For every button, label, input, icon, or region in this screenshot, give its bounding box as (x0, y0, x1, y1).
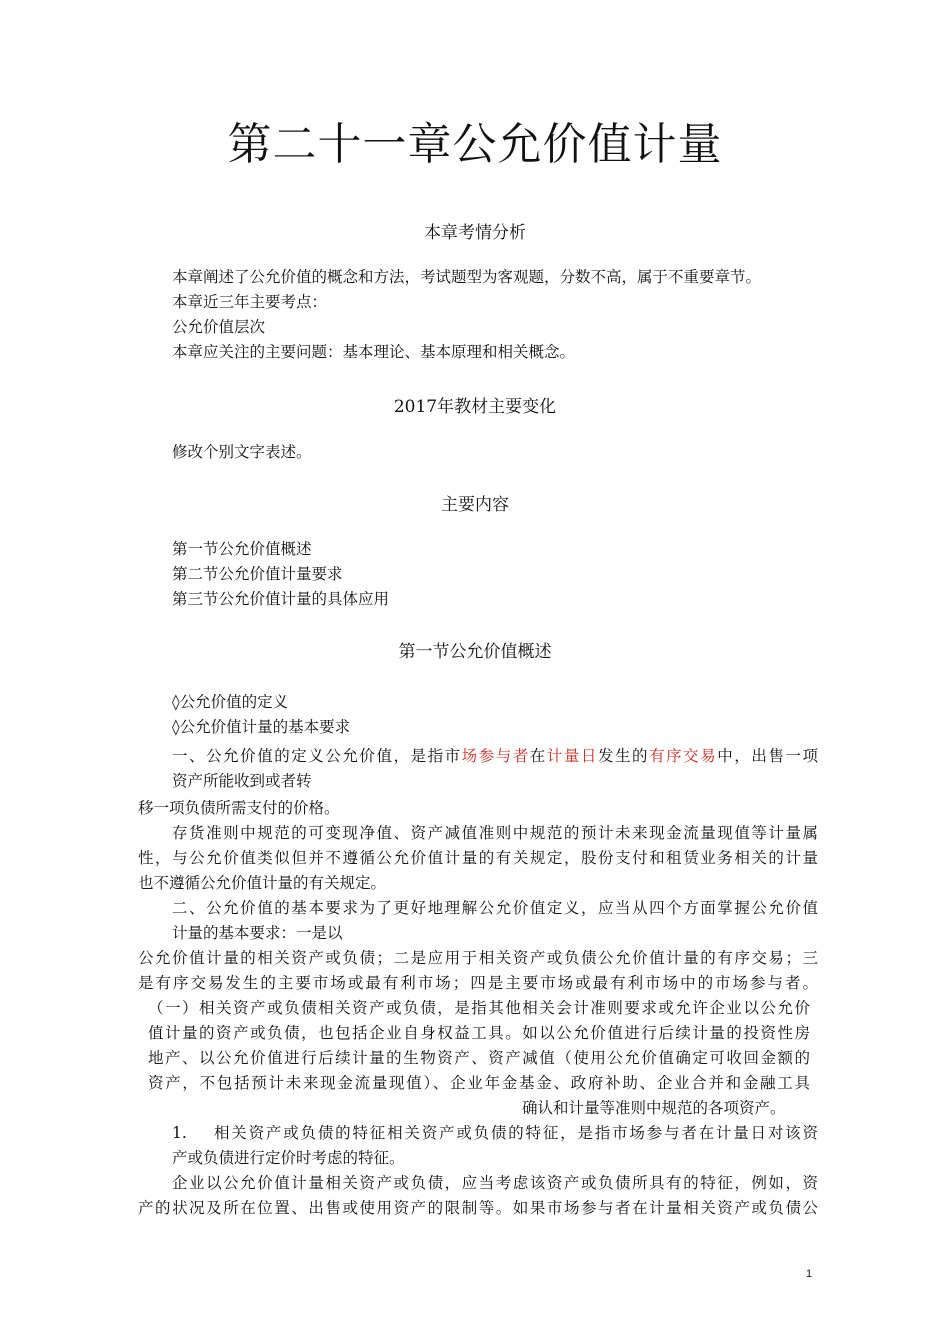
definition-text: 在 (529, 747, 547, 765)
para6-line-1: 企业以公允价值计量相关资产或负债，应当考虑该资产或负债所具有的特征，例如，资 (172, 1174, 818, 1192)
para4-line-1: （一）相关资产或负债相关资产或负债，是指其他相关会计准则要求或允许企业以公允价 (148, 999, 810, 1017)
para3-line-3: 公允价值计量的相关资产或负债；二是应用于相关资产或负债公允价值计量的有序交易；三 (138, 949, 818, 967)
changes-heading: 2017年教材主要变化 (393, 397, 557, 417)
para4-line-5: 确认和计量等准则中规范的各项资产。 (522, 1099, 786, 1117)
para3-line-4: 是有序交易发生的主要市场或最有利市场；四是主要市场或最有利市场中的市场参与者。 (138, 974, 818, 992)
para5-number: 1. (172, 1124, 187, 1142)
para2-line-1: 存货准则中规范的可变现净值、资产减值准则中规范的预计未来现金流量现值等计量属 (172, 824, 818, 842)
contents-item-3: 第三节公允价值计量的具体应用 (172, 590, 390, 608)
chapter-title: 第二十一章公允价值计量 (227, 119, 723, 170)
section1-heading: 第一节公允价值概述 (398, 642, 552, 662)
page-number: 1 (806, 1268, 813, 1280)
para4-line-2: 值计量的资产或负债，也包括企业自身权益工具。如以公允价值进行后续计量的投资性房 (148, 1024, 810, 1042)
para2-line-2: 性，与公允价值类似但并不遵循公允价值计量的有关规定，股份支付和租赁业务相关的计量 (138, 849, 818, 867)
highlight-orderly-transaction: 有序交易 (649, 747, 718, 765)
definition-text: 一、公允价值的定义公允价值，是指市 (172, 747, 462, 765)
bullet-requirements: ◊公允价值计量的基本要求 (172, 718, 351, 736)
analysis-line-1: 本章阐述了公允价值的概念和方法，考试题型为客观题，分数不高，属于不重要章节。 (172, 268, 762, 286)
changes-line: 修改个别文字表述。 (172, 443, 312, 461)
contents-item-1: 第一节公允价值概述 (172, 540, 312, 558)
definition-line-3: 移一项负债所需支付的价格。 (138, 799, 340, 817)
bullet-definition: ◊公允价值的定义 (172, 693, 289, 711)
definition-text: 中，出售一项 (717, 747, 818, 765)
definition-line-2: 资产所能收到或者转 (172, 772, 312, 790)
para4-line-4: 资产，不包括预计未来现金流量现值）、企业年金基金、政府补助、企业合并和金融工具 (148, 1074, 810, 1092)
para5-line-1: 相关资产或负债的特征相关资产或负债的特征，是指市场参与者在计量日对该资 (214, 1124, 818, 1142)
para2-line-3: 也不遵循公允价值计量的有关规定。 (138, 874, 387, 892)
analysis-line-3: 公允价值层次 (172, 318, 266, 336)
para3-line-1: 二、公允价值的基本要求为了更好地理解公允价值定义，应当从四个方面掌握公允价值 (172, 899, 818, 917)
para6-line-2: 产的状况及所在位置、出售或使用资产的限制等。如果市场参与者在计量相关资产或负债公 (138, 1199, 818, 1217)
definition-text: 发生的 (597, 747, 650, 765)
definition-line-1 (172, 744, 818, 769)
para4-line-3: 地产、以公允价值进行后续计量的生物资产、资产减值（使用公允价值确定可收回金额的 (148, 1049, 810, 1067)
highlight-market-participants: 场参与者 (461, 747, 530, 765)
para5-line-2: 产或负债进行定价时考虑的特征。 (172, 1149, 405, 1167)
contents-heading: 主要内容 (441, 495, 509, 515)
analysis-line-4: 本章应关注的主要问题：基本理论、基本原理和相关概念。 (172, 343, 576, 361)
highlight-measurement-date: 计量日 (546, 747, 598, 765)
analysis-line-2: 本章近三年主要考点： (172, 293, 328, 311)
para3-line-2: 计量的基本要求：一是以 (172, 924, 343, 942)
contents-item-2: 第二节公允价值计量要求 (172, 565, 343, 583)
analysis-heading: 本章考情分析 (424, 223, 526, 243)
